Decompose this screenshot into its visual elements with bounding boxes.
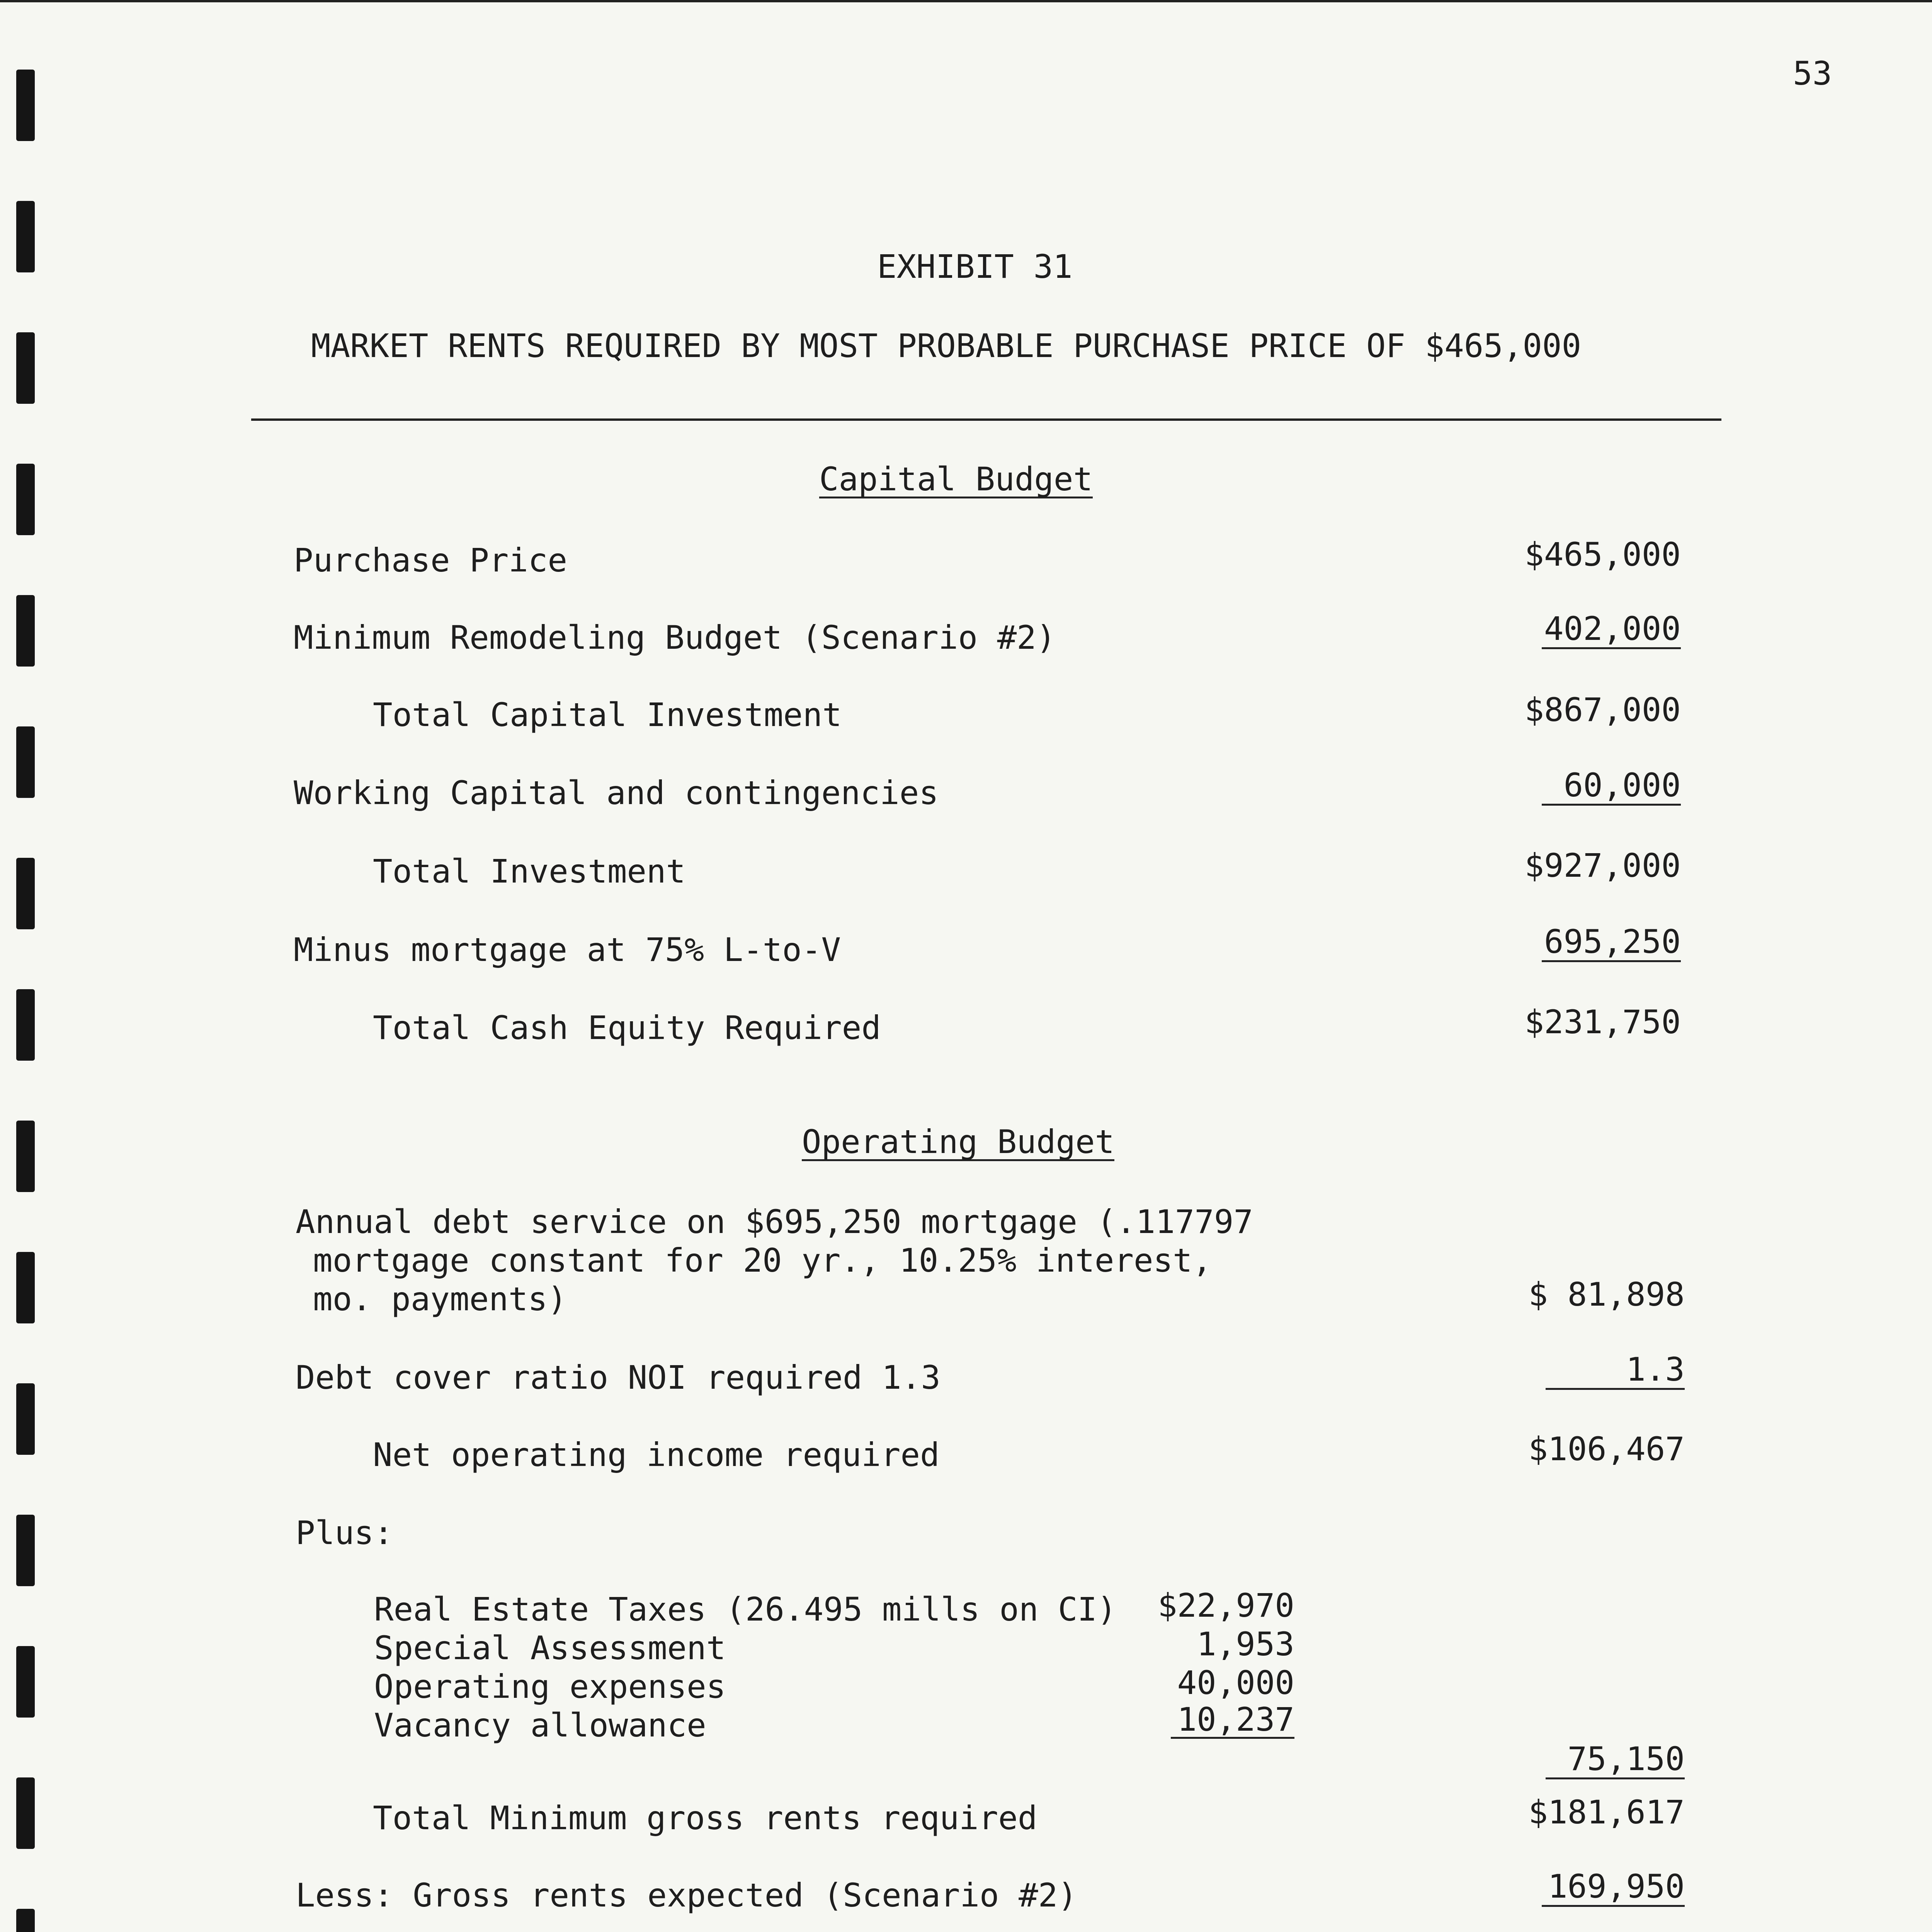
less-gross-label: Less: Gross rents expected (Scenario #2) [296, 1876, 1077, 1914]
noi-value: $106,467 [1528, 1430, 1685, 1468]
top-rule [251, 418, 1721, 421]
total-gross-value: $181,617 [1528, 1793, 1685, 1831]
expense-item-value: 40,000 [1177, 1664, 1294, 1702]
binding-hole [16, 1646, 35, 1718]
page-top-edge [0, 0, 1932, 2]
less-gross-value: 169,950 [1542, 1868, 1685, 1907]
debt-service-line-3: mo. payments) [313, 1280, 567, 1318]
binding-hole [16, 858, 35, 929]
operating-budget-heading: Operating Budget [802, 1123, 1115, 1161]
mortgage-label: Minus mortgage at 75% L-to-V [294, 931, 841, 969]
debt-service-value: $ 81,898 [1528, 1276, 1685, 1313]
total-investment-value: $927,000 [1524, 847, 1681, 884]
working-capital-value: 60,000 [1542, 767, 1681, 806]
expense-item-value: 10,237 [1171, 1702, 1294, 1739]
expense-item-label: Operating expenses [374, 1668, 726, 1706]
remodeling-label: Minimum Remodeling Budget (Scenario #2) [294, 619, 1056, 656]
binding-hole [16, 1515, 35, 1586]
binding-hole [16, 1777, 35, 1849]
debt-service-line-2: mortgage constant for 20 yr., 10.25% interest, [313, 1242, 1212, 1279]
total-capital-value: $867,000 [1524, 691, 1681, 729]
total-gross-label: Total Minimum gross rents required [373, 1799, 1037, 1837]
debt-service-line-1: Annual debt service on $695,250 mortgage (.117797 [296, 1203, 1253, 1241]
binding-hole [16, 1383, 35, 1455]
debt-cover-label: Debt cover ratio NOI required 1.3 [296, 1359, 940, 1396]
binding-hole [16, 1909, 35, 1932]
expense-item-value: 1,953 [1197, 1625, 1294, 1663]
binding-hole [16, 1252, 35, 1323]
binding-hole [16, 464, 35, 535]
expense-item-label: Real Estate Taxes (26.495 mills on CI) [374, 1590, 1117, 1628]
document-title: MARKET RENTS REQUIRED BY MOST PROBABLE PURCHASE PRICE OF $465,000 [311, 327, 1582, 365]
purchase-price-label: Purchase Price [294, 541, 568, 579]
purchase-price-value: $465,000 [1524, 536, 1681, 573]
binding-hole [16, 332, 35, 404]
cash-equity-value: $231,750 [1524, 1003, 1681, 1041]
debt-cover-value: 1.3 [1546, 1351, 1685, 1390]
capital-budget-heading: Capital Budget [819, 460, 1093, 498]
total-investment-label: Total Investment [373, 852, 686, 890]
binding-hole [16, 989, 35, 1061]
binding-hole [16, 1121, 35, 1192]
plus-label: Plus: [296, 1514, 393, 1552]
working-capital-label: Working Capital and contingencies [294, 774, 939, 812]
expense-item-label: Vacancy allowance [374, 1706, 706, 1744]
binding-hole [16, 201, 35, 272]
mortgage-value: 695,250 [1542, 923, 1681, 962]
noi-label: Net operating income required [373, 1436, 940, 1474]
binding-hole [16, 70, 35, 141]
exhibit-label: EXHIBIT 31 [877, 248, 1073, 286]
expense-item-label: Special Assessment [374, 1629, 726, 1667]
binding-hole [16, 726, 35, 798]
total-capital-label: Total Capital Investment [373, 696, 842, 734]
page-number: 53 [1793, 54, 1832, 92]
expenses-total-value: 75,150 [1546, 1741, 1685, 1779]
binding-hole [16, 595, 35, 667]
expense-item-value: $22,970 [1157, 1587, 1294, 1624]
cash-equity-label: Total Cash Equity Required [373, 1009, 881, 1047]
remodeling-value: 402,000 [1542, 611, 1681, 649]
